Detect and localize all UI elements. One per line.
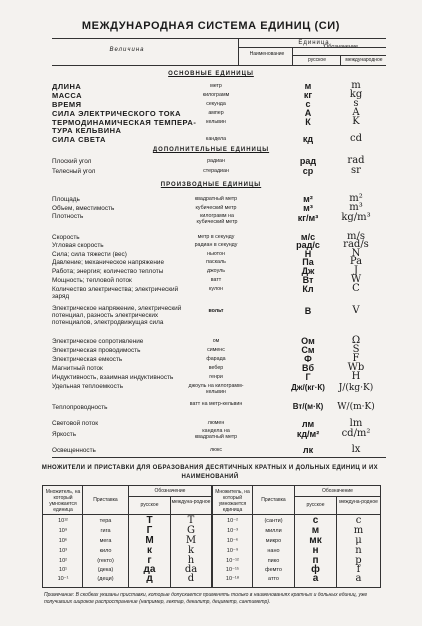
- symbol-international: cd: [349, 133, 362, 144]
- unit-name: ампер: [208, 110, 224, 116]
- prefix-russian: м: [311, 525, 320, 536]
- prefix-name: кило: [99, 548, 112, 554]
- unit-name: джоуль: [207, 268, 225, 274]
- symbol-russian: Вб: [301, 363, 315, 373]
- symbol-international: m²: [349, 193, 363, 204]
- symbol-international: H: [351, 371, 361, 382]
- symbol-russian: А: [304, 108, 312, 118]
- symbol-russian: лк: [302, 445, 314, 455]
- header-international: международное: [345, 57, 383, 63]
- symbol-international: m/s: [347, 231, 365, 242]
- prefix-russian: п: [312, 555, 319, 566]
- prefix-name: нано: [267, 548, 280, 554]
- unit-name: люкс: [209, 447, 223, 453]
- multiplier: 10⁻¹⁸: [225, 576, 240, 582]
- prefix-russian: мк: [309, 535, 322, 546]
- unit-name: фарада: [206, 356, 226, 362]
- header-divider: [292, 47, 293, 65]
- symbol-international: J: [353, 265, 358, 276]
- quantity-name: Освещенность: [52, 447, 96, 454]
- unit-name: кандела на квадратный метр: [194, 428, 238, 440]
- quantity-name: Мощность; тепловой поток: [52, 277, 132, 284]
- prefix-russian: да: [143, 564, 156, 575]
- prefixes-title: МНОЖИТЕЛИ И ПРИСТАВКИ ДЛЯ ОБРАЗОВАНИЯ ДЕСЯТИЧНЫХ КРАТНЫХ И ДОЛЬНЫХ ЕДИНИЦ И ИХ НАИМЕНОВАНИЙ: [41, 465, 379, 480]
- section-base-units: ОСНОВНЫЕ ЕДИНИЦЫ: [168, 71, 254, 77]
- symbol-international: N: [351, 248, 361, 259]
- prefix-name: (дека): [97, 567, 114, 573]
- symbol-russian: Вт/(м·К): [292, 402, 324, 411]
- section-derived-units: ПРОИЗВОДНЫЕ ЕДИНИЦЫ: [160, 182, 262, 188]
- prefix-russian: Г: [146, 525, 153, 536]
- multiplier: 10⁻²: [227, 518, 238, 524]
- unit-name: кулон: [209, 286, 223, 292]
- symbol-international: V: [352, 305, 360, 316]
- unit-name: кандела: [205, 136, 227, 142]
- units-table-header: [52, 38, 386, 66]
- quantity-name: Объем, вместимость: [52, 205, 115, 212]
- unit-name: люмен: [207, 420, 225, 426]
- multiplier: 10⁶: [58, 538, 68, 544]
- table-bottom-rule: [52, 457, 386, 458]
- prefix-name: (деци): [97, 576, 114, 582]
- multiplier: 10⁻³: [227, 528, 238, 534]
- prefix-international: T: [187, 515, 195, 526]
- unit-name: стерадиан: [203, 168, 229, 174]
- symbol-international: rad: [347, 155, 365, 166]
- prefix-international: da: [184, 564, 198, 575]
- symbol-international: S: [352, 344, 360, 355]
- prefix-name: (санти): [264, 518, 283, 524]
- symbol-russian: В: [304, 306, 312, 316]
- symbol-international: cd/m²: [341, 428, 371, 439]
- symbol-russian: кд/м²: [296, 429, 320, 439]
- unit-name: генри: [209, 374, 223, 380]
- symbol-international: W/(m·K): [337, 402, 375, 412]
- symbol-international: kg: [349, 89, 363, 100]
- header-russian: русское: [140, 502, 159, 508]
- unit-name: метр в секунду: [197, 234, 235, 240]
- prefix-international: G: [187, 525, 195, 536]
- prefix-international: h: [187, 555, 195, 566]
- symbol-international: J/(kg·K): [338, 383, 374, 393]
- quantity-name: ДЛИНА: [52, 82, 82, 91]
- symbol-international: lx: [351, 444, 361, 455]
- symbol-russian: Вт: [302, 275, 314, 285]
- header-designation: Обозначение: [322, 488, 353, 494]
- prefix-international: c: [355, 515, 362, 526]
- quantity-name: Давление; механическое напряжение: [52, 259, 165, 266]
- symbol-russian: лм: [301, 419, 315, 429]
- page-title: МЕЖДУНАРОДНАЯ СИСТЕМА ЕДИНИЦ (СИ): [81, 20, 341, 32]
- symbol-international: C: [352, 283, 360, 294]
- header-international: междуна-родное: [339, 499, 378, 505]
- symbol-international: A: [352, 107, 360, 118]
- symbol-russian: К: [305, 117, 311, 127]
- symbol-russian: Ом: [301, 336, 315, 346]
- unit-name: кельвин: [206, 119, 226, 125]
- symbol-international: s: [353, 98, 359, 109]
- unit-name: кубический метр: [195, 205, 237, 211]
- symbol-russian: кд: [302, 134, 314, 144]
- prefix-international: p: [355, 555, 362, 566]
- symbol-russian: Дж: [301, 266, 315, 276]
- unit-name: радиан в секунду: [194, 242, 238, 248]
- quantity-name: Электрическая емкость: [52, 356, 123, 363]
- header-quantity: Величина: [109, 47, 145, 53]
- quantity-name: Работа; энергия; количество теплоты: [52, 268, 164, 275]
- prefix-russian: д: [146, 573, 153, 584]
- symbol-international: W: [350, 274, 362, 285]
- unit-name: секунда: [206, 101, 226, 107]
- prefix-name: фемто: [265, 567, 282, 573]
- row-divider: [294, 496, 380, 497]
- symbol-international: Ω: [351, 335, 361, 346]
- row-divider: [128, 496, 211, 497]
- header-multiplier: Множитель, на который умножается единица: [45, 489, 81, 513]
- header-name: Наименование: [249, 51, 285, 57]
- symbol-russian: рад: [299, 156, 317, 166]
- symbol-international: lm: [349, 418, 363, 429]
- unit-name: ом: [212, 338, 220, 344]
- symbol-russian: Г: [305, 372, 311, 382]
- header-prefix: Приставка: [93, 497, 118, 503]
- unit-name: килограмм на кубический метр: [196, 213, 238, 225]
- prefix-name: тера: [99, 518, 112, 524]
- symbol-russian: Па: [302, 257, 314, 267]
- quantity-name: Скорость: [52, 234, 80, 241]
- unit-name: сименс: [207, 347, 225, 353]
- prefix-name: атто: [268, 576, 279, 582]
- section-supplementary-units: ДОПОЛНИТЕЛЬНЫЕ ЕДИНИЦЫ: [152, 147, 270, 153]
- prefix-international: n: [355, 545, 362, 556]
- header-russian: русское: [306, 502, 325, 508]
- unit-name: ватт: [210, 277, 222, 283]
- symbol-international: K: [352, 116, 360, 127]
- prefix-russian: с: [312, 515, 319, 526]
- multiplier: 10⁻¹²: [226, 558, 239, 564]
- symbol-russian: См: [301, 345, 315, 355]
- unit-name: джоуль на килограмм-кельвин: [188, 383, 244, 395]
- quantity-name: СИЛА СВЕТА: [52, 135, 106, 144]
- quantity-name: СИЛА ЭЛЕКТРИЧЕСКОГО ТОКА: [52, 109, 182, 118]
- symbol-russian: Кл: [302, 284, 314, 294]
- symbol-russian: кг: [303, 90, 313, 100]
- header-russian: русское: [308, 57, 326, 63]
- header-divider: [238, 47, 386, 48]
- prefix-russian: к: [146, 545, 152, 556]
- quantity-name: ВРЕМЯ: [52, 100, 82, 109]
- prefix-international: a: [355, 573, 362, 584]
- quantity-name: Электрическое напряжение, электрический потенциал, разность электрических потенциалов, электродвижущая сила: [52, 305, 182, 326]
- prefix-name: (гекто): [97, 558, 114, 564]
- quantity-name: Электрическое сопротивление: [52, 338, 144, 345]
- prefix-name: гига: [100, 528, 111, 534]
- header-multiplier: Множитель, на который умножается единица: [215, 489, 250, 513]
- prefix-international: m: [353, 525, 364, 536]
- symbol-russian: м/с: [300, 232, 316, 242]
- unit-name: килограмм: [202, 92, 230, 98]
- symbol-russian: ср: [302, 166, 314, 176]
- symbol-international: kg/m³: [341, 212, 371, 223]
- prefix-international: μ: [355, 535, 362, 546]
- symbol-international: Wb: [347, 362, 365, 373]
- header-divider: [238, 39, 239, 65]
- header-divider: [340, 55, 341, 65]
- multiplier: 10⁻⁶: [226, 538, 239, 544]
- unit-name: ньютон: [207, 251, 225, 257]
- prefix-name: микро: [265, 538, 282, 544]
- unit-name: радиан: [207, 158, 225, 164]
- quantity-name: Теплопроводность: [52, 404, 108, 411]
- symbol-international: sr: [351, 165, 361, 176]
- symbol-russian: с: [305, 99, 311, 109]
- symbol-russian: м³: [303, 203, 313, 213]
- unit-name: ватт на метр-кельвин: [189, 401, 243, 407]
- prefix-international: f: [356, 564, 361, 575]
- prefix-russian: г: [147, 555, 152, 566]
- multiplier: 10²: [59, 558, 67, 564]
- unit-name: паскаль: [206, 259, 226, 265]
- unit-name: метр: [210, 83, 222, 89]
- unit-name: квадратный метр: [194, 196, 238, 202]
- quantity-name: ТУРА КЕЛЬВИНА: [52, 126, 122, 135]
- quantity-name: Плотность: [52, 213, 84, 220]
- symbol-russian: м²: [303, 194, 313, 204]
- prefix-russian: ф: [311, 564, 320, 575]
- header-prefix: Приставка: [261, 497, 286, 503]
- prefix-international: d: [187, 573, 195, 584]
- footnote: Примечание: В скобках указаны приставки, которые допускается применять только в наименованиях кратных и дольных единиц, уже получивших широкое распространение (например, гектар, декалитр, дециметр, сантиметр).: [44, 592, 368, 605]
- symbol-russian: м: [304, 81, 312, 91]
- prefix-international: M: [185, 535, 197, 546]
- header-international: междуна-родное: [171, 499, 211, 505]
- symbol-international: Pa: [349, 256, 363, 267]
- symbol-russian: рад/с: [296, 240, 320, 250]
- multiplier: 10³: [59, 548, 67, 554]
- multiplier: 10¹²: [58, 518, 68, 524]
- multiplier: 10⁹: [58, 528, 68, 534]
- quantity-name: Количество электричества; электрический заряд: [52, 286, 179, 300]
- prefix-russian: н: [312, 545, 319, 556]
- multiplier: 10⁻¹: [57, 576, 69, 582]
- symbol-international: rad/s: [343, 239, 369, 250]
- quantity-name: Сила; сила тяжести (вес): [52, 251, 127, 258]
- multiplier: 10¹: [59, 567, 67, 573]
- quantity-name: Телесный угол: [52, 168, 96, 175]
- quantity-name: Электрическая проводимость: [52, 347, 141, 354]
- prefix-russian: Т: [146, 515, 153, 526]
- symbol-international: m³: [349, 202, 363, 213]
- prefixes-table: [42, 485, 381, 588]
- unit-name: вебер: [208, 365, 224, 371]
- prefix-russian: а: [312, 573, 319, 584]
- prefix-name: пико: [267, 558, 280, 564]
- quantity-name: Световой поток: [52, 420, 98, 427]
- symbol-international: m: [351, 80, 361, 91]
- quantity-name: Индуктивность, взаимная индуктивность: [52, 374, 174, 381]
- quantity-name: ТЕРМОДИНАМИЧЕСКАЯ ТЕМПЕРА-: [52, 118, 197, 127]
- quantity-name: Магнитный поток: [52, 365, 103, 372]
- header-designation: Обозначение: [154, 488, 186, 494]
- header-units: Единица: [298, 40, 330, 46]
- unit-name: вольт: [208, 308, 224, 314]
- quantity-name: Удельная теплоемкость: [52, 383, 124, 390]
- quantity-name: Плоский угол: [52, 158, 92, 165]
- symbol-russian: Ф: [304, 354, 312, 364]
- prefix-international: k: [187, 545, 195, 556]
- quantity-name: Яркость: [52, 431, 77, 438]
- prefix-russian: М: [145, 535, 154, 546]
- symbol-international: F: [352, 353, 360, 364]
- prefix-name: милли: [265, 528, 282, 534]
- quantity-name: Площадь: [52, 196, 80, 203]
- multiplier: 10⁻⁹: [226, 548, 239, 554]
- prefix-name: мега: [99, 538, 112, 544]
- symbol-russian: Н: [304, 249, 312, 259]
- quantity-name: Угловая скорость: [52, 242, 104, 249]
- header-divider: [292, 55, 386, 56]
- multiplier: 10⁻¹⁵: [225, 567, 240, 573]
- symbol-russian: кг/м³: [297, 213, 319, 223]
- symbol-russian: Дж/(кг·К): [291, 383, 325, 392]
- quantity-name: МАССА: [52, 91, 83, 100]
